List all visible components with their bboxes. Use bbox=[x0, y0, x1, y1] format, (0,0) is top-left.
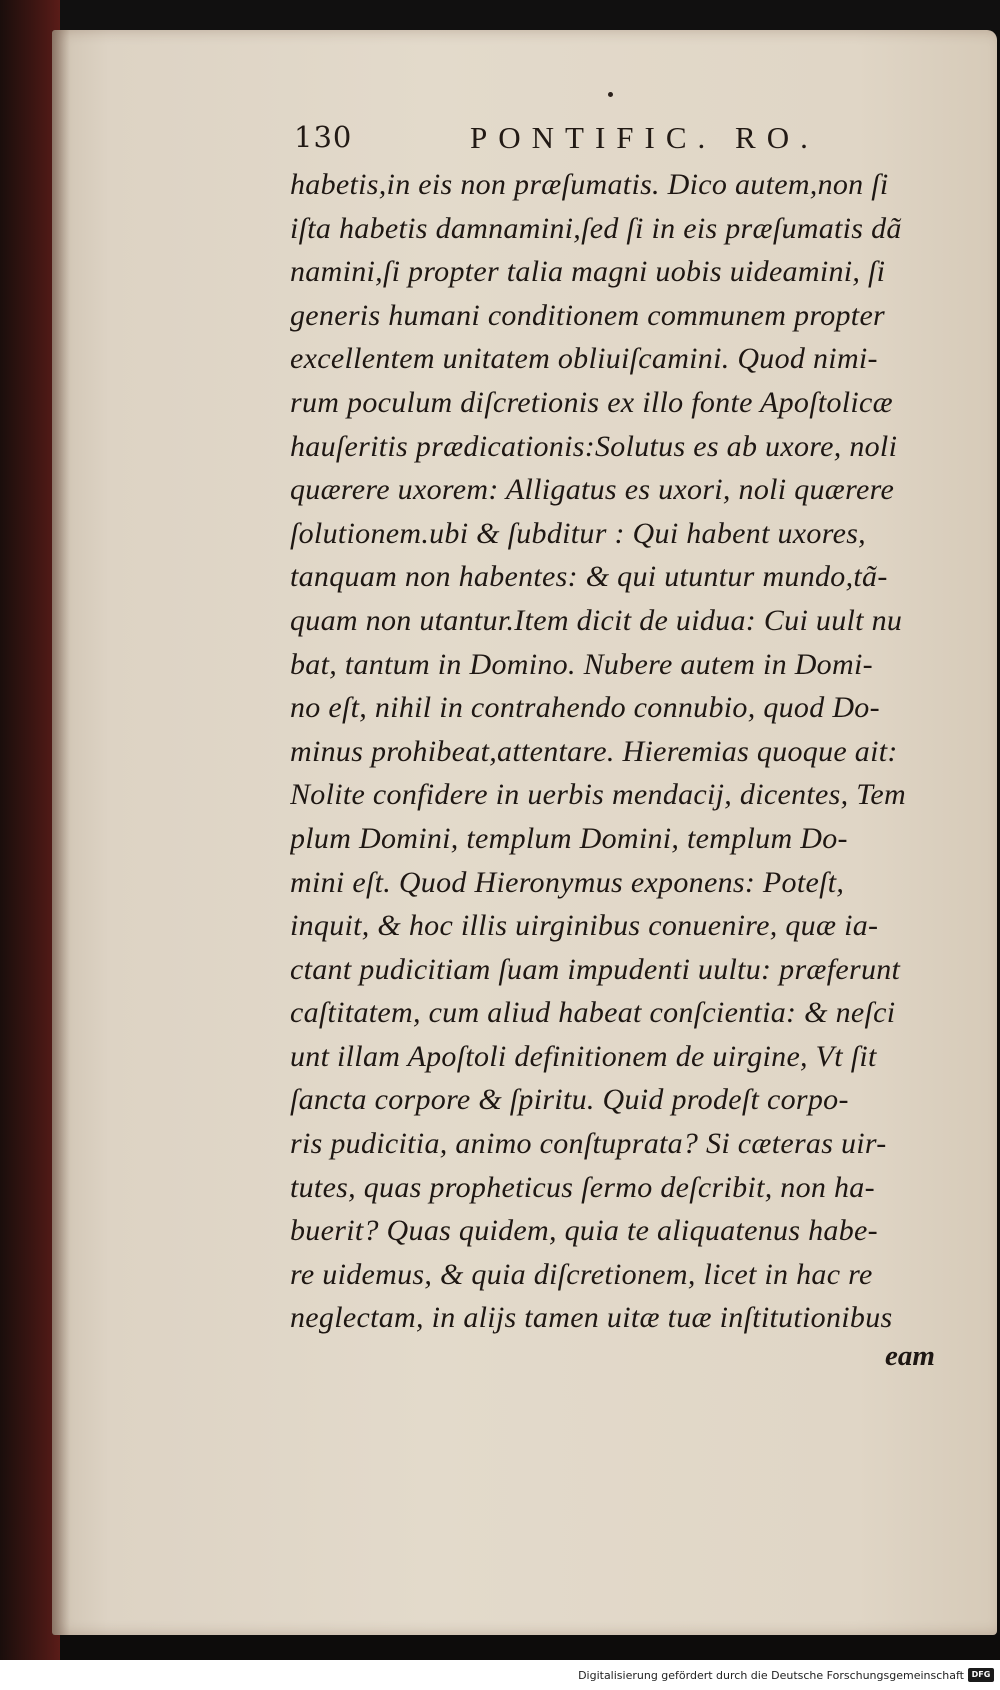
text-line: rum poculum diſcretionis ex illo fonte Apoſtolicæ bbox=[290, 385, 893, 419]
text-line: ſolutionem.ubi & ſubditur : Qui habent uxores, bbox=[290, 516, 866, 550]
page-header bbox=[294, 120, 914, 160]
text-line: hauſeritis prædicationis:Solutus es ab uxore, noli bbox=[290, 429, 898, 463]
text-line: mini eſt. Quod Hieronymus exponens: Poteſt, bbox=[290, 865, 845, 899]
text-line: generis humani conditionem communem propter bbox=[290, 298, 886, 332]
funding-credit: Digitalisierung gefördert durch die Deutsche Forschungsgemeinschaft bbox=[578, 1669, 964, 1682]
text-line: no eſt, nihil in contrahendo connubio, quod Do- bbox=[290, 691, 880, 725]
text-line: namini,ſi propter talia magni uobis uideamini, ſi bbox=[290, 255, 886, 289]
text-line: buerit? Quas quidem, quia te aliquatenus habe- bbox=[290, 1214, 878, 1248]
text-line: excellentem unitatem obliuiſcamini. Quod nimi- bbox=[290, 342, 878, 376]
text-line: unt illam Apoſtoli definitionem de uirgine, Vt ſit bbox=[290, 1039, 877, 1073]
text-line: neglectam, in alijs tamen uitæ tuæ inſtitutionibus bbox=[290, 1301, 893, 1335]
text-line: quærere uxorem: Alligatus es uxori, noli quærere bbox=[290, 473, 895, 507]
text-line: habetis,in eis non præſumatis. Dico autem,non ſi bbox=[290, 168, 889, 201]
text-line: ris pudicitia, animo conſtuprata? Si cæteras uir- bbox=[290, 1127, 887, 1161]
catchword: eam bbox=[885, 1340, 935, 1372]
text-line: iſta habetis damnamini,ſed ſi in eis præſumatis dã bbox=[290, 211, 902, 245]
text-line: minus prohibeat,attentare. Hieremias quoque ait: bbox=[290, 734, 898, 768]
text-line: tanquam non habentes: & qui utuntur mundo,tã- bbox=[290, 560, 888, 594]
text-line: bat, tantum in Domino. Nubere autem in Domi- bbox=[290, 647, 873, 681]
text-line: Nolite confidere in uerbis mendacij, dicentes, Tem bbox=[290, 778, 907, 812]
text-line: ctant pudicitiam ſuam impudenti uultu: præferunt bbox=[290, 952, 901, 986]
dfg-logo: DFG bbox=[968, 1668, 994, 1682]
gutter-shadow bbox=[52, 30, 70, 1635]
text-line: ſancta corpore & ſpiritu. Quid prodeſt corpo- bbox=[290, 1083, 849, 1117]
running-title: PONTIFIC. RO. bbox=[470, 120, 819, 155]
text-line: quam non utantur.Item dicit de uidua: Cui uult nu bbox=[290, 603, 903, 637]
scan-background-top bbox=[0, 0, 1000, 30]
text-line: re uidemus, & quia diſcretionem, licet in hac re bbox=[290, 1257, 873, 1291]
ink-speck bbox=[608, 92, 613, 97]
text-line: plum Domini, templum Domini, templum Do- bbox=[290, 821, 848, 855]
book-binding-edge bbox=[0, 0, 60, 1660]
text-line: inquit, & hoc illis uirginibus conuenire, quæ ia- bbox=[290, 909, 879, 943]
page-number: 130 bbox=[294, 120, 353, 154]
text-line: tutes, quas propheticus ſermo deſcribit, non ha- bbox=[290, 1170, 875, 1204]
text-block bbox=[290, 163, 960, 1340]
text-line: caſtitatem, cum aliud habeat conſcientia: & neſci bbox=[290, 996, 896, 1030]
